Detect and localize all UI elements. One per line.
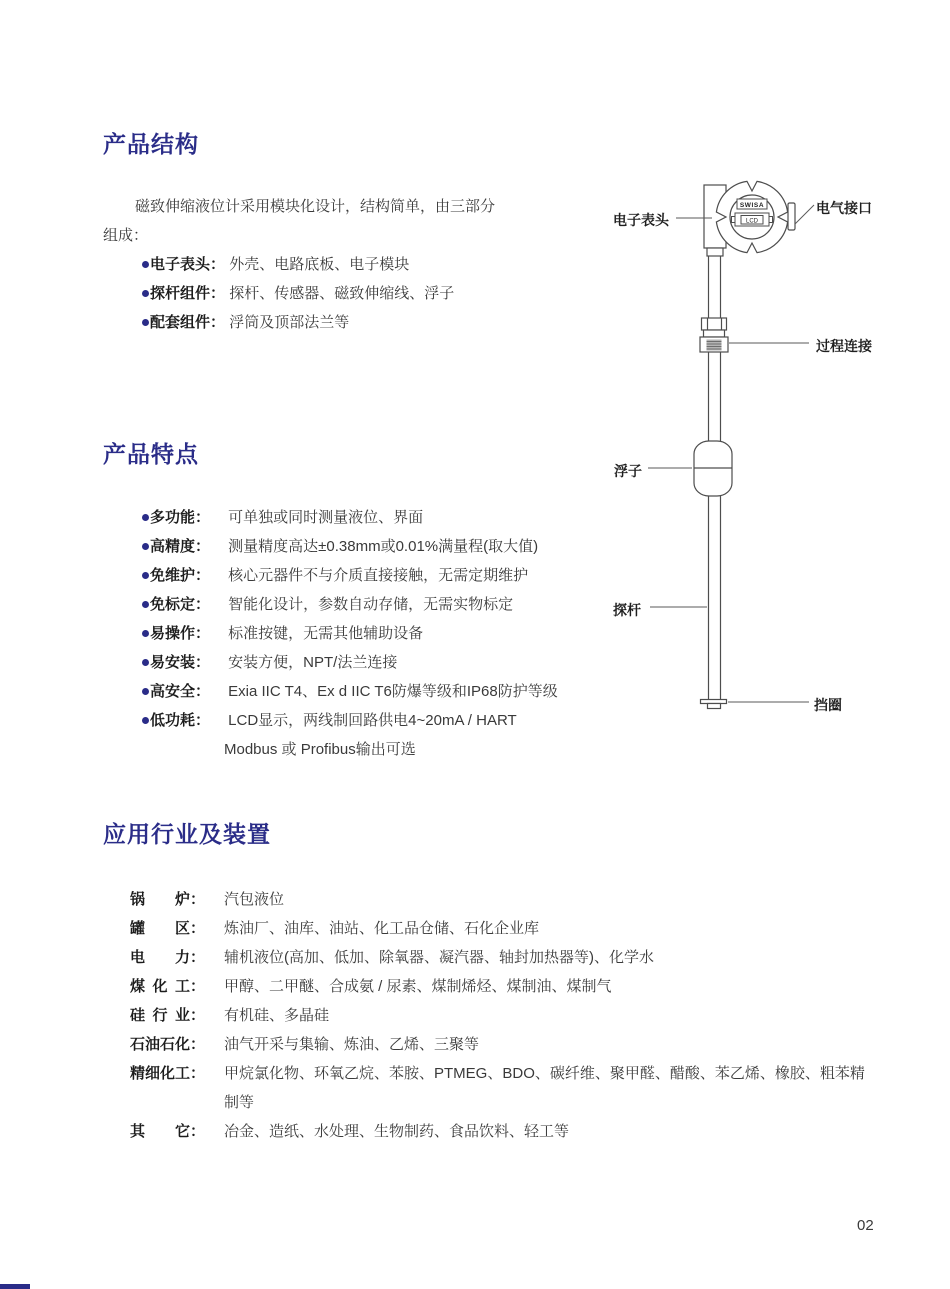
item-text: 可单独或同时测量液位、界面 xyxy=(228,509,424,526)
bullet-icon xyxy=(142,543,149,550)
item-text: 甲烷氯化物、环氧乙烷、苯胺、PTMEG、BDO、碳纤维、聚甲醛、醋酸、苯乙烯、橡胶、粗苯精制等 xyxy=(224,1065,865,1111)
bullet-icon xyxy=(142,572,149,579)
list-item xyxy=(103,1117,875,1146)
bullet-icon xyxy=(142,514,149,521)
item-text: 智能化设计，参数自动存储，无需实物标定 xyxy=(228,596,514,613)
item-label: 煤化工： xyxy=(130,978,206,995)
item-text: 外壳、电路底板、电子模块 xyxy=(229,256,410,273)
item-label: 探杆组件： xyxy=(150,285,226,302)
list-item xyxy=(103,1030,875,1059)
list-item xyxy=(103,885,875,914)
item-label: 多功能： xyxy=(150,509,211,526)
item-label: 精细化工： xyxy=(130,1065,206,1082)
item-label: 免标定： xyxy=(150,596,211,613)
item-text: 冶金、造纸、水处理、生物制药、食品饮料、轻工等 xyxy=(224,1123,570,1140)
item-text: 核心元器件不与介质直接接触，无需定期维护 xyxy=(228,567,529,584)
intro-line: 组成： xyxy=(103,227,149,244)
footer-accent-bar xyxy=(0,1284,30,1289)
item-text: 甲醇、二甲醚、合成氨 / 尿素、煤制烯烃、煤制油、煤制气 xyxy=(224,978,612,995)
item-label: 电子表头： xyxy=(150,256,226,273)
item-label: 易安装： xyxy=(150,654,211,671)
list-item xyxy=(103,1001,875,1030)
diagram-label-process: 过程连接 xyxy=(816,338,872,354)
item-label: 其它： xyxy=(130,1123,206,1140)
section-features xyxy=(103,440,663,764)
list-item xyxy=(103,308,603,337)
diagram-label-rod: 探杆 xyxy=(613,602,641,618)
section-title-applications: 应用行业及装置 xyxy=(103,821,271,847)
item-text: 测量精度高达±0.38mm或0.01%满量程(取大值) xyxy=(228,538,539,555)
list-item xyxy=(103,590,663,619)
item-text: 炼油厂、油库、油站、化工品仓储、石化企业库 xyxy=(224,920,540,937)
applications-list xyxy=(103,885,875,1146)
collar xyxy=(704,330,725,337)
item-label: 免维护： xyxy=(150,567,211,584)
item-text: 探杆、传感器、磁致伸缩线、浮子 xyxy=(229,285,455,302)
list-item xyxy=(103,250,603,279)
item-text: LCD显示，两线制回路供电4~20mA / HART xyxy=(228,712,517,729)
list-item xyxy=(103,972,875,1001)
item-text: 安装方便，NPT/法兰连接 xyxy=(228,654,398,671)
item-label: 高安全： xyxy=(150,683,211,700)
list-item xyxy=(103,706,663,735)
item-label: 锅炉： xyxy=(130,891,206,908)
section-structure xyxy=(103,130,603,337)
item-text-continued: Modbus 或 Profibus输出可选 xyxy=(224,741,416,758)
bullet-icon xyxy=(142,261,149,268)
housing-neck xyxy=(707,248,723,256)
item-label: 高精度： xyxy=(150,538,211,555)
bullet-icon xyxy=(142,601,149,608)
list-item xyxy=(103,561,663,590)
list-item xyxy=(103,503,663,532)
electrical-port xyxy=(788,203,795,230)
item-label: 低功耗： xyxy=(150,712,211,729)
features-list xyxy=(103,503,663,764)
item-label: 电力： xyxy=(130,949,206,966)
item-text: 辅机液位(高加、低加、除氧器、凝汽器、轴封加热器等)、化学水 xyxy=(224,949,655,966)
list-item xyxy=(103,943,875,972)
hex-nut xyxy=(702,318,727,330)
structure-intro xyxy=(103,192,603,250)
bullet-icon xyxy=(142,688,149,695)
item-label: 硅行业： xyxy=(130,1007,206,1024)
bullet-icon xyxy=(142,659,149,666)
rod-end-stub xyxy=(708,704,721,709)
section-title-features: 产品特点 xyxy=(103,441,199,467)
list-item xyxy=(103,677,663,706)
list-item xyxy=(103,532,663,561)
list-item xyxy=(103,1059,875,1117)
list-item xyxy=(103,914,875,943)
bullet-icon xyxy=(142,319,149,326)
device-diagram xyxy=(590,170,950,730)
section-applications xyxy=(103,820,875,1146)
item-text: 有机硅、多晶硅 xyxy=(224,1007,330,1024)
item-text: 汽包液位 xyxy=(224,891,285,908)
lcd-tab-right xyxy=(769,217,773,223)
item-text: 油气开采与集输、炼油、乙烯、三聚等 xyxy=(224,1036,480,1053)
item-text: 标准按键，无需其他辅助设备 xyxy=(228,625,424,642)
item-label: 易操作： xyxy=(150,625,211,642)
lcd-tab-left xyxy=(732,217,736,223)
list-item xyxy=(103,648,663,677)
item-label: 石油石化： xyxy=(130,1036,206,1053)
section-title-structure: 产品结构 xyxy=(103,131,199,157)
bullet-icon xyxy=(142,290,149,297)
diagram-label-ring: 挡圈 xyxy=(814,697,842,713)
structure-list xyxy=(103,250,603,337)
diagram-label-electrical: 电气接口 xyxy=(816,200,872,216)
item-label: 配套组件： xyxy=(150,314,226,331)
page-number: 02 xyxy=(857,1217,874,1234)
list-item xyxy=(103,619,663,648)
intro-line: 磁致伸缩液位计采用模块化设计，结构简单，由三部分 xyxy=(135,198,496,215)
list-item xyxy=(103,279,603,308)
brand-text: SWISA xyxy=(739,201,765,209)
item-label: 罐区： xyxy=(130,920,206,937)
item-text: Exia IIC T4、Ex d IIC T6防爆等级和IP68防护等级 xyxy=(228,683,558,700)
item-text: 浮筒及顶部法兰等 xyxy=(229,314,350,331)
bullet-icon xyxy=(142,630,149,637)
bullet-icon xyxy=(142,717,149,724)
diagram-label-head: 电子表头 xyxy=(613,212,669,228)
lcd-text: LCD xyxy=(745,218,759,225)
diagram-label-float: 浮子 xyxy=(614,463,642,479)
